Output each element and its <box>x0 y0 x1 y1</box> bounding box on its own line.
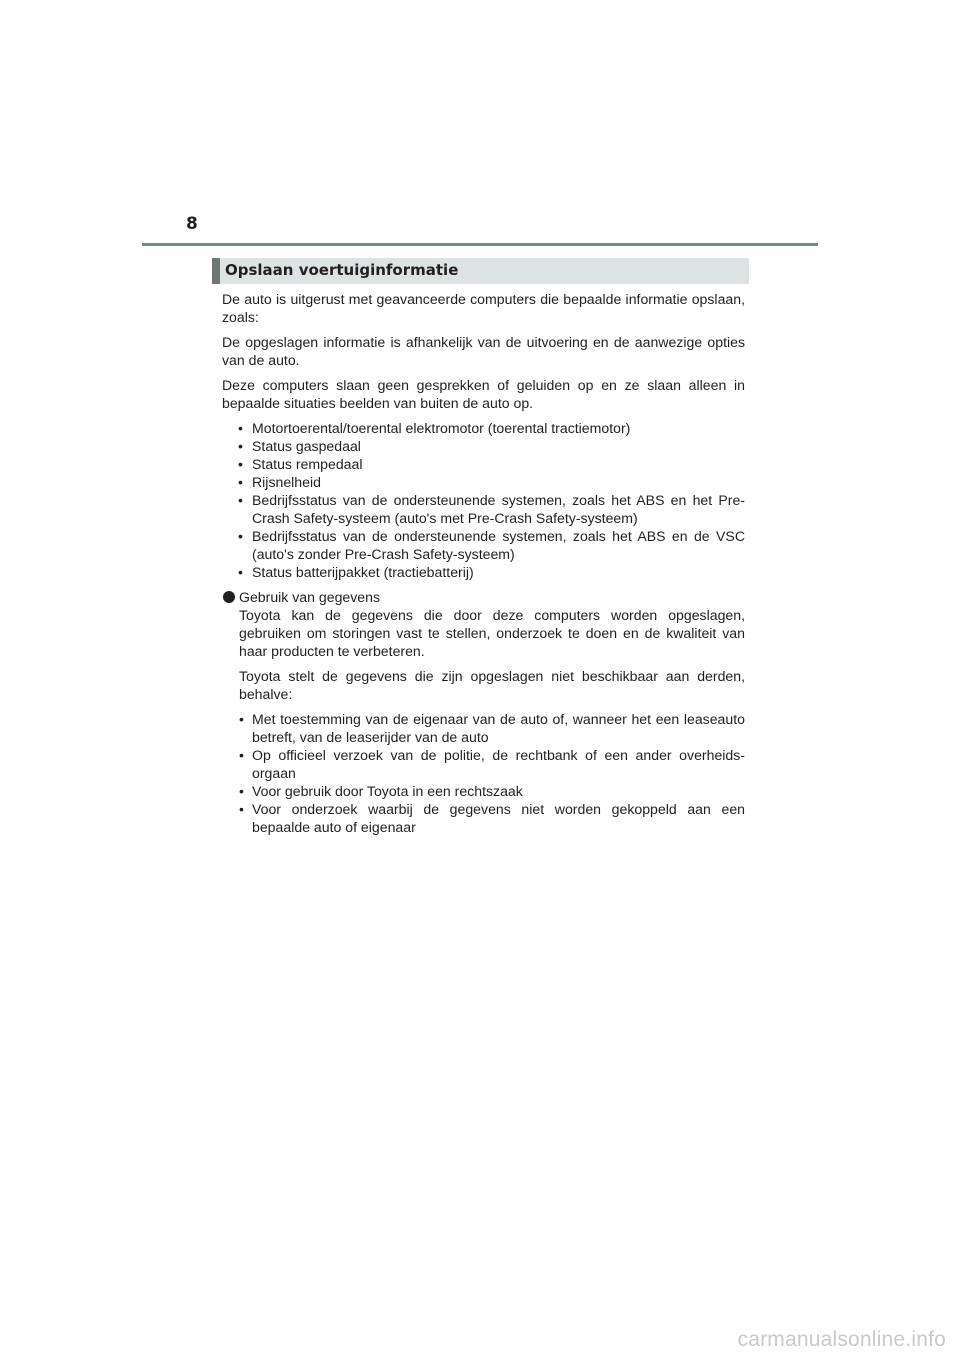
list-item-text: Status rempedaal <box>252 456 363 472</box>
header-rule <box>142 243 818 246</box>
list-item <box>222 473 745 491</box>
stored-items-list <box>222 419 745 581</box>
list-item-text: Voor gebruik door Toyota in een rechtszaak <box>252 783 523 799</box>
bullet-icon: • <box>238 564 243 580</box>
list-item <box>222 455 745 473</box>
paragraph-recordings: Deze computers slaan geen gesprekken of geluiden op en ze slaan alleen in bepaalde situaties beelden van buiten de auto op. <box>222 377 745 411</box>
list-item-text: Status gaspedaal <box>252 438 361 454</box>
section-header-bar <box>212 258 220 284</box>
list-item <box>239 800 745 836</box>
list-item-text: Met toestemming van de eigenaar van de auto of, wanneer het een leaseauto betreft, van de leaserijder van de auto <box>252 711 745 745</box>
page-number: 8 <box>186 214 198 234</box>
paragraph-stored-info: De opgeslagen informatie is afhankelijk van de uitvoering en de aanwezige opties van de auto. <box>222 334 745 368</box>
list-item <box>222 419 745 437</box>
bullet-icon: • <box>239 783 244 799</box>
usage-section <box>222 588 745 836</box>
list-item <box>239 746 745 782</box>
list-item-text: Bedrijfsstatus van de ondersteunende systemen, zoals het ABS en de VSC (auto's zonder Pre-Crash Safety-systeem) <box>252 528 745 562</box>
list-item <box>222 527 745 563</box>
intro-paragraph: De auto is uitgerust met geavanceerde computers die bepaalde informatie opslaan, zoals: <box>222 291 745 325</box>
list-item-text: Op officieel verzoek van de politie, de rechtbank of een ander overheids-orgaan <box>252 747 745 781</box>
section-title: Opslaan voertuiginformatie <box>225 261 459 279</box>
exceptions-list <box>239 710 745 836</box>
list-item <box>222 491 745 527</box>
bullet-icon: • <box>239 801 244 817</box>
watermark: carmanualsonline.info <box>737 1328 946 1351</box>
section-header <box>212 258 749 284</box>
bullet-icon: • <box>239 747 244 763</box>
usage-paragraph: Toyota kan de gegevens die door deze computers worden opgeslagen, gebruiken om storingen vast te stellen, onderzoek te doen en de kwaliteit van haar producten te verbeteren. <box>239 607 745 659</box>
bullet-icon: • <box>238 420 243 436</box>
section-body <box>222 290 745 843</box>
list-item-text: Bedrijfsstatus van de ondersteunende systemen, zoals het ABS en het Pre-Crash Safety-systeem (auto's met Pre-Crash Safety-systeem) <box>252 492 745 526</box>
list-item <box>222 563 745 581</box>
list-item-text: Rijsnelheid <box>252 474 321 490</box>
bullet-icon: • <box>238 528 243 544</box>
bullet-icon: • <box>238 438 243 454</box>
usage-heading: Gebruik van gegevens <box>239 589 381 605</box>
circle-bullet-icon <box>223 591 235 603</box>
list-item-text: Voor onderzoek waarbij de gegevens niet worden gekoppeld aan een bepaalde auto of eigenaar <box>252 801 745 835</box>
usage-paragraph-third-parties: Toyota stelt de gegevens die zijn opgeslagen niet beschikbaar aan derden, behalve: <box>239 668 745 702</box>
bullet-icon: • <box>238 456 243 472</box>
bullet-icon: • <box>238 474 243 490</box>
list-item <box>239 782 745 800</box>
list-item <box>239 710 745 746</box>
list-item-text: Status batterijpakket (tractiebatterij) <box>252 564 474 580</box>
bullet-icon: • <box>239 711 244 727</box>
list-item-text: Motortoerental/toerental elektromotor (toerental tractiemotor) <box>252 420 631 436</box>
list-item <box>222 437 745 455</box>
bullet-icon: • <box>238 492 243 508</box>
